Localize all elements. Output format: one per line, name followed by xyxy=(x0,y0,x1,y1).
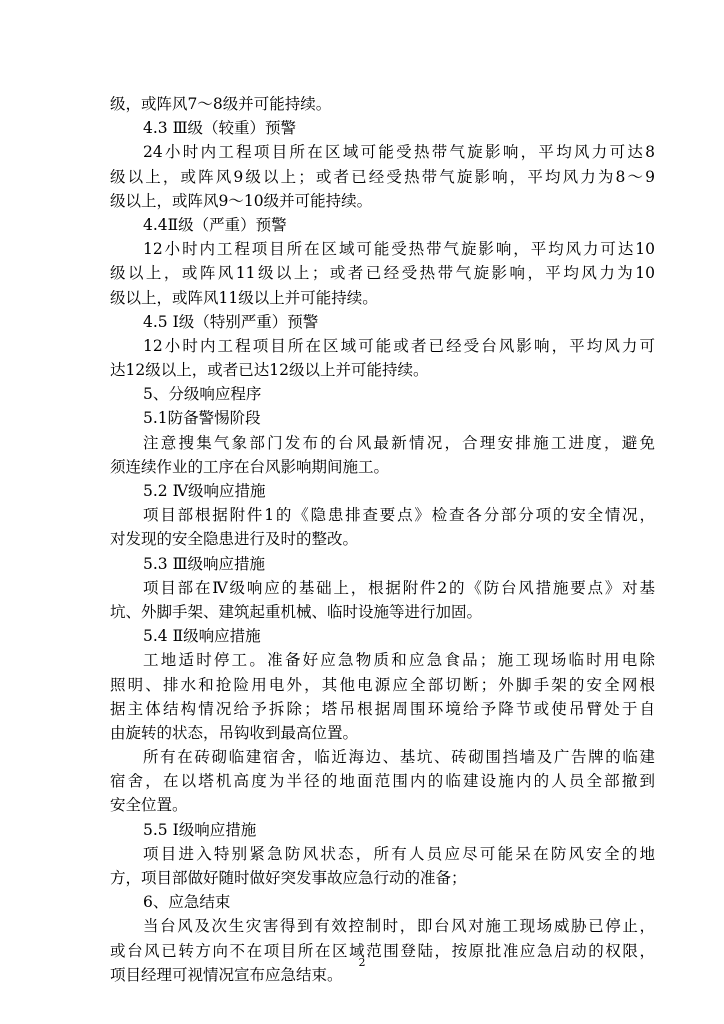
text-line: 对发现的安全隐患进行及时的整改。 xyxy=(110,530,359,549)
text-line: 5.1防备警惕阶段 xyxy=(143,409,261,428)
text-line: 所有在砖砌临建宿舍，临近海边、基坑、砖砌围挡墙及广告牌的临建 xyxy=(143,748,655,767)
text-line: 级以上，或阵风11级以上；或者已经受热带气旋影响，平均风力为10 xyxy=(110,264,655,283)
text-line: 5.3 Ⅲ级响应措施 xyxy=(143,554,266,573)
document-body xyxy=(110,92,655,987)
text-line: 照明、排水和抢险用电外，其他电源应全部切断；外脚手架的安全网根 xyxy=(110,675,655,694)
text-line: 24小时内工程项目所在区域可能受热带气旋影响，平均风力可达8 xyxy=(143,143,655,162)
text-line: 12小时内工程项目所在区域可能或者已经受台风影响，平均风力可 xyxy=(143,336,655,355)
text-line: 安全位置。 xyxy=(110,796,188,815)
text-line: 注意搜集气象部门发布的台风最新情况，合理安排施工进度，避免 xyxy=(143,433,655,452)
page-number: 2 xyxy=(358,956,366,969)
text-line: 项目部在Ⅳ级响应的基础上，根据附件2的《防台风措施要点》对基 xyxy=(143,578,655,597)
text-line: 级以上，或阵风9～10级并可能持续。 xyxy=(110,191,373,210)
text-line: 坑、外脚手架、建筑起重机械、临时设施等进行加固。 xyxy=(110,602,483,621)
text-line: 由旋转的状态，吊钩收到最高位置。 xyxy=(110,723,359,742)
text-line: 当台风及次生灾害得到有效控制时，即台风对施工现场威胁已停止， xyxy=(143,917,655,936)
text-line: 5.5 Ⅰ级响应措施 xyxy=(143,820,257,839)
text-line: 方，项目部做好随时做好突发事故应急行动的准备； xyxy=(110,869,467,887)
text-line: 须连续作业的工序在台风影响期间施工。 xyxy=(110,457,390,476)
text-line: 5.2 Ⅳ级响应措施 xyxy=(143,482,266,500)
text-line: 项目经理可视情况宣布应急结束。 xyxy=(110,965,343,984)
text-line: 级以上，或阵风9级以上；或者已经受热带气旋影响，平均风力为8～9 xyxy=(110,167,655,186)
text-line: 5.4 Ⅱ级响应措施 xyxy=(143,627,261,646)
text-line: 达12级以上，或者已达12级以上并可能持续。 xyxy=(110,361,429,380)
text-line: 宿舍，在以塔机高度为半径的地面范围内的临建设施内的人员全部撤到 xyxy=(110,772,655,791)
text-line: 据主体结构情况给予拆除；塔吊根据周围环境给予降节或使吊臂处于自 xyxy=(110,699,655,718)
text-line: 5、分级响应程序 xyxy=(143,385,262,404)
text-line: 6、应急结束 xyxy=(143,893,231,912)
text-line: 或台风已转方向不在项目所在区域范围登陆，按原批准应急启动的权限， xyxy=(110,941,655,960)
text-line: 工地适时停工。准备好应急物质和应急食品；施工现场临时用电除 xyxy=(143,651,655,670)
text-line: 级以上，或阵风11级以上并可能持续。 xyxy=(110,288,378,307)
text-line: 项目部根据附件1的《隐患排查要点》检查各分部分项的安全情况， xyxy=(143,506,655,525)
text-line: 4.5 Ⅰ级（特别严重）预警 xyxy=(143,312,319,331)
text-line: 项目进入特别紧急防风状态，所有人员应尽可能呆在防风安全的地 xyxy=(143,844,655,863)
text-line: 级，或阵风7～8级并可能持续。 xyxy=(110,95,332,113)
text-line: 4.4Ⅱ级（严重）预警 xyxy=(143,215,287,234)
text-line: 4.3 Ⅲ级（较重）预警 xyxy=(143,119,297,138)
text-line: 12小时内工程项目所在区域可能受热带气旋影响，平均风力可达10 xyxy=(143,240,655,259)
